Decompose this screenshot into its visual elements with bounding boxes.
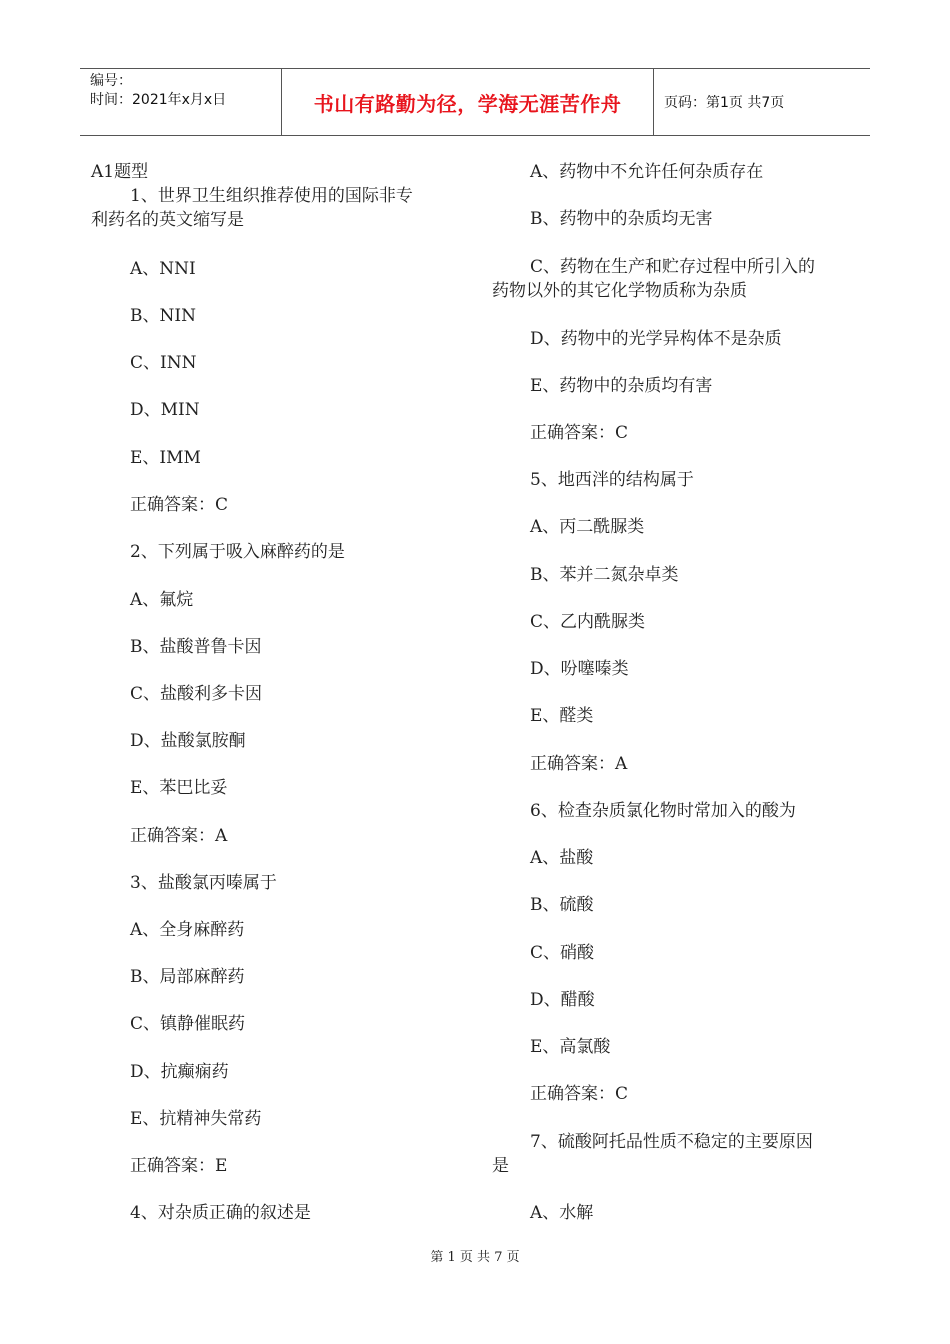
option-item: E、抗精神失常药	[130, 1109, 262, 1129]
answer-line: 正确答案：E	[130, 1156, 228, 1176]
question-stem: 1、世界卫生组织推荐使用的国际非专	[130, 186, 413, 206]
option-item: E、药物中的杂质均有害	[530, 376, 713, 396]
header-motto: 书山有路勤为径，学海无涯苦作舟	[282, 69, 654, 135]
option-item: D、药物中的光学异构体不是杂质	[530, 329, 782, 349]
option-item: C、盐酸利多卡因	[130, 684, 263, 704]
option-item: B、苯并二氮杂卓类	[530, 565, 679, 585]
question-stem: 6、检查杂质氯化物时常加入的酸为	[530, 801, 796, 821]
option-item: D、抗癫痫药	[130, 1062, 229, 1082]
option-item: B、药物中的杂质均无害	[530, 209, 713, 229]
answer-line: 正确答案：C	[530, 1084, 629, 1104]
option-item: B、盐酸普鲁卡因	[130, 637, 262, 657]
question-stem-continued: 利药名的英文缩写是	[91, 210, 244, 230]
option-item: D、吩噻嗪类	[530, 659, 629, 679]
option-item: B、局部麻醉药	[130, 967, 245, 987]
page-header	[80, 68, 870, 136]
question-stem: 3、盐酸氯丙嗪属于	[130, 873, 277, 893]
option-item: A、氟烷	[130, 590, 194, 610]
question-stem: 4、对杂质正确的叙述是	[130, 1203, 311, 1223]
option-item: E、醛类	[530, 706, 594, 726]
option-item: A、水解	[530, 1203, 594, 1223]
option-item: C、硝酸	[530, 943, 595, 963]
time-label: 时间：2021年x月x日	[90, 92, 227, 108]
option-item: A、NNI	[130, 259, 196, 279]
answer-line: 正确答案：C	[530, 423, 629, 443]
option-item: C、镇静催眠药	[130, 1014, 246, 1034]
option-item-continued: 药物以外的其它化学物质称为杂质	[492, 281, 747, 301]
question-stem: 7、硫酸阿托品性质不稳定的主要原因	[530, 1132, 813, 1152]
option-item: A、盐酸	[530, 848, 594, 868]
section-title: A1题型	[91, 162, 149, 182]
option-item: C、药物在生产和贮存过程中所引入的	[530, 257, 816, 277]
option-item: D、盐酸氯胺酮	[130, 731, 246, 751]
option-item: A、全身麻醉药	[130, 920, 245, 940]
option-item: E、高氯酸	[530, 1037, 611, 1057]
option-item: A、药物中不允许任何杂质存在	[530, 162, 764, 182]
option-item: D、醋酸	[530, 990, 595, 1010]
header-meta	[80, 69, 282, 135]
option-item: E、苯巴比妥	[130, 778, 228, 798]
answer-line: 正确答案：A	[530, 754, 628, 774]
option-item: B、硫酸	[530, 895, 594, 915]
option-item: B、NIN	[130, 306, 196, 326]
question-stem-continued: 是	[492, 1156, 509, 1176]
answer-line: 正确答案：C	[130, 495, 229, 515]
option-item: D、MIN	[130, 400, 200, 420]
question-stem: 2、下列属于吸入麻醉药的是	[130, 542, 345, 562]
option-item: E、IMM	[130, 448, 201, 468]
header-page-number: 页码：第1页 共7页	[664, 95, 785, 111]
page-footer: 第 1 页 共 7 页	[430, 1250, 520, 1265]
question-stem: 5、地西泮的结构属于	[530, 470, 694, 490]
answer-line: 正确答案：A	[130, 826, 228, 846]
option-item: C、乙内酰脲类	[530, 612, 646, 632]
option-item: C、INN	[130, 353, 197, 373]
option-item: A、丙二酰脲类	[530, 517, 645, 537]
number-label: 编号：	[90, 73, 132, 89]
